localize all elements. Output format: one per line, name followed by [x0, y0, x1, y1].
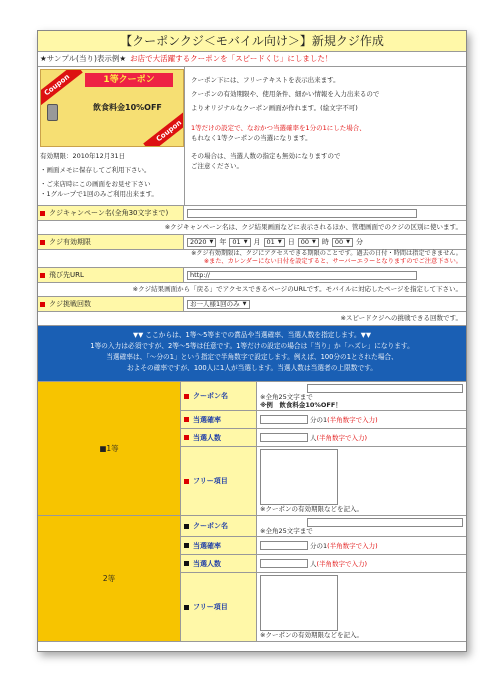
info-p2: クーポンの有効期限や、使用条件、細かい情報を入力出来るので — [191, 90, 380, 98]
chevron-down-icon: ▼ — [277, 238, 282, 245]
winners-input[interactable] — [260, 559, 308, 568]
coupon-image — [40, 69, 184, 147]
required-marker-icon — [40, 302, 45, 307]
coupon-line2: ・ご来店時にこの画面をお見せ下さい — [40, 180, 151, 188]
challenge-count-select[interactable]: お一人様1回のみ ▼ — [187, 300, 250, 309]
required-marker-icon — [184, 394, 189, 399]
tier-1 — [38, 382, 466, 516]
expiry-help1: ※クジ有効期限は、クジにアクセスできる期限のことです。過去の日付・時間は指定できません。 — [191, 250, 462, 257]
coupon-head: 1等クーポン — [85, 73, 173, 87]
coupon-name-hint: ※全角25文字まで — [260, 527, 313, 535]
chevron-down-icon: ▼ — [346, 238, 350, 245]
optional-marker-icon — [184, 561, 189, 566]
probability-label: 当選確率 — [193, 415, 221, 424]
count-row — [38, 297, 466, 312]
info-p4: 1等だけの設定で、なおかつ当選確率を1分の1にした場合、 — [191, 124, 366, 132]
probability-input[interactable] — [260, 541, 308, 550]
chevron-down-icon: ▼ — [242, 300, 247, 307]
campaign-label: クジキャンペーン名(全角30文字まで) — [49, 209, 169, 217]
expiry-help2: ※また、カレンダーにない日付を設定すると、サーバーエラーとなりますのでご注意下さい。 — [203, 258, 462, 265]
campaign-name-input[interactable] — [187, 209, 417, 218]
day-unit: 日 — [287, 238, 295, 246]
optional-marker-icon — [184, 524, 189, 529]
coupon-ribbon-bottom: Coupon — [143, 109, 184, 147]
campaign-help: ※クジキャンペーン名は、クジ結果画面などに表示されるほか、管理画面でのクジの区別に使います。 — [38, 221, 466, 235]
probability-hint: (半角数字で入力) — [327, 541, 378, 550]
free-field-textarea[interactable] — [260, 575, 338, 631]
sample-note: お店で大活躍するクーポンを「スピードくじ」にしました！ — [130, 54, 333, 63]
probability-label: 当選確率 — [193, 541, 221, 550]
free-field-hint: ※クーポンの有効期限などを記入。 — [260, 505, 363, 513]
winners-label: 当選人数 — [193, 559, 221, 568]
preview-info — [185, 67, 466, 205]
notice-line1: ▼▼ ここからは、1等～5等までの賞品や当選確率、当選人数を指定します。▼▼ — [133, 331, 371, 339]
winners-unit: 人 — [310, 559, 317, 568]
coupon-body: 飲食料金10%OFF — [93, 103, 162, 112]
info-p6: その場合は、当選人数の指定も無効になりますので — [191, 152, 341, 160]
tier-2 — [38, 516, 466, 642]
tier-name: 2等 — [38, 516, 181, 641]
required-marker-icon — [40, 211, 45, 216]
url-input[interactable]: http:// — [187, 271, 417, 280]
info-p7: ご注意ください。 — [191, 162, 243, 170]
required-marker-icon — [40, 273, 45, 278]
sample-preview — [38, 67, 466, 206]
sample-header: ★サンプル(当り)表示例★ — [40, 54, 127, 63]
count-label: クジ挑戦回数 — [49, 300, 91, 308]
winners-hint: (半角数字で入力) — [316, 433, 368, 442]
year-unit: 年 — [219, 238, 227, 246]
coupon-name-example: ※例 飲食料金10%OFF！ — [260, 401, 342, 409]
campaign-row — [38, 206, 466, 221]
winners-label: 当選人数 — [193, 433, 221, 442]
info-p1: クーポン下には、フリーテキストを表示出来ます。 — [191, 76, 340, 84]
winners-unit: 人 — [310, 433, 317, 442]
coupon-name-label: クーポン名 — [193, 522, 228, 530]
probability-unit: 分の1 — [310, 541, 328, 550]
free-field-label: フリー項目 — [193, 603, 228, 611]
hour-unit: 時 — [321, 238, 329, 246]
chevron-down-icon: ▼ — [209, 238, 214, 245]
notice-line4: およその確率ですが、100人に1人が当選します。当選人数は当選者の上限数です。 — [126, 364, 377, 372]
free-field-hint: ※クーポンの有効期限などを記入。 — [260, 631, 363, 639]
page-title: 【クーポンクジ＜モバイル向け＞】新規クジ作成 — [38, 31, 466, 52]
winners-hint: (半角数字で入力) — [316, 559, 368, 568]
required-marker-icon — [184, 417, 189, 422]
url-help: ※クジ結果画面から「戻る」でアクセスできるページのURLです。モバイルに対応したページを指定して下さい。 — [38, 283, 466, 297]
notice-line2: 1等の入力は必須ですが、2等～5等は任意です。1等だけの設定の場合は「当り」か「ハズレ」になります。 — [90, 342, 414, 350]
coupon-name-label: クーポン名 — [193, 392, 228, 400]
url-label: 飛び先URL — [49, 271, 84, 279]
coupon-name-input[interactable] — [307, 518, 463, 527]
expiry-year-select[interactable]: 2020 ▼ — [187, 238, 216, 247]
expiry-row — [38, 235, 466, 250]
required-marker-icon — [184, 479, 189, 484]
required-marker-icon — [40, 240, 45, 245]
phone-icon — [47, 104, 58, 121]
probability-unit: 分の1 — [310, 415, 328, 424]
free-field-textarea[interactable] — [260, 449, 338, 505]
count-help: ※スピードクジへの挑戦できる回数です。 — [38, 312, 466, 326]
expiry-help — [38, 250, 466, 268]
coupon-name-input[interactable] — [307, 384, 463, 393]
coupon-ribbon-top: Coupon — [40, 69, 83, 107]
month-unit: 月 — [253, 238, 261, 246]
expiry-minute-select[interactable]: 00 ▼ — [332, 238, 353, 247]
expiry-day-select[interactable]: 01 ▼ — [264, 238, 285, 247]
required-marker-icon — [184, 435, 189, 440]
free-field-label: フリー項目 — [193, 477, 228, 485]
chevron-down-icon: ▼ — [311, 238, 316, 245]
tier-name: ■1等 — [38, 382, 181, 515]
coupon-expiry: 有効期限：2010年12月31日 — [40, 152, 126, 160]
chevron-down-icon: ▼ — [243, 238, 248, 245]
coupon-line1: ・画面メモに保存してご利用下さい。 — [40, 166, 151, 174]
coupon-name-hint: ※全角25文字まで — [260, 393, 313, 401]
prize-notice — [38, 326, 466, 382]
optional-marker-icon — [184, 543, 189, 548]
coupon-preview-text — [40, 151, 158, 199]
winners-input[interactable] — [260, 433, 308, 442]
notice-line3: 当選確率は、「～分の1」という指定で半角数字で設定します。例えば、100分の1とされた場合、 — [106, 353, 398, 361]
expiry-hour-select[interactable]: 00 ▼ — [298, 238, 319, 247]
sample-header-row — [38, 52, 466, 67]
probability-input[interactable] — [260, 415, 308, 424]
expiry-month-select[interactable]: 01 ▼ — [229, 238, 250, 247]
minute-unit: 分 — [355, 238, 363, 246]
info-p3: よりオリジナルなクーポン画面が作れます。(絵文字不可) — [191, 104, 358, 112]
url-row — [38, 268, 466, 283]
optional-marker-icon — [184, 605, 189, 610]
info-p5: もれなく1等クーポンの当選になります。 — [191, 134, 312, 142]
coupon-preview — [38, 67, 185, 205]
coupon-form-sheet — [37, 30, 467, 652]
expiry-label: クジ有効期限 — [49, 238, 91, 246]
probability-hint: (半角数字で入力) — [327, 415, 378, 424]
coupon-line3: ・1グループで1回のみご利用出来ます。 — [40, 190, 158, 198]
